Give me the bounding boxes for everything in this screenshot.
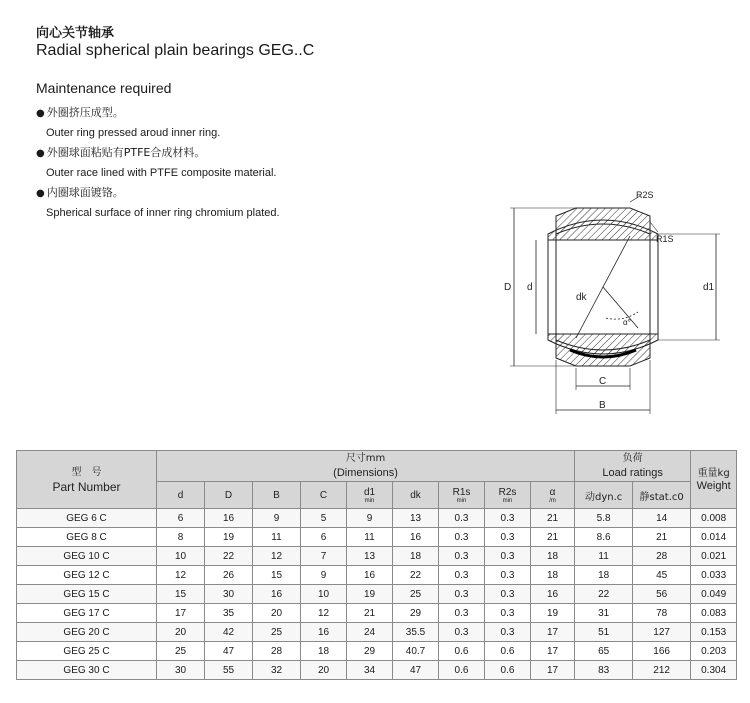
page-title: Radial spherical plain bearings GEG..C (36, 42, 315, 59)
table-cell: 24 (347, 623, 393, 642)
table-cell: 20 (253, 604, 301, 623)
part-number-cell: GEG 8 C (17, 528, 157, 547)
table-cell: 17 (531, 642, 575, 661)
table-cell: 34 (347, 661, 393, 680)
table-cell: 35 (205, 604, 253, 623)
table-cell: 0.083 (691, 604, 737, 623)
angle-line-2 (603, 287, 638, 328)
table-cell: 42 (205, 623, 253, 642)
load-ratings-header (575, 451, 691, 482)
column-header-sub: min (502, 497, 513, 504)
table-cell: 20 (301, 661, 347, 680)
table-cell: 16 (205, 509, 253, 528)
table-cell: 11 (347, 528, 393, 547)
part-number-cell: GEG 30 C (17, 661, 157, 680)
bullet-icon: ● (36, 148, 45, 159)
table-cell: 0.6 (485, 642, 531, 661)
label-D: D (504, 282, 512, 293)
table-cell: 166 (633, 642, 691, 661)
table-cell: 35.5 (393, 623, 439, 642)
table-cell: 16 (347, 566, 393, 585)
table-cell: 30 (157, 661, 205, 680)
table-cell: 12 (301, 604, 347, 623)
page-title-cn: 向心关节轴承 (36, 26, 115, 41)
column-header (301, 482, 347, 509)
table-cell: 0.6 (485, 661, 531, 680)
table-cell: 16 (531, 585, 575, 604)
table-cell: 65 (575, 642, 633, 661)
table-cell: 55 (205, 661, 253, 680)
table-cell: 0.3 (485, 604, 531, 623)
table-cell: 7 (301, 547, 347, 566)
table-cell: 0.6 (439, 661, 485, 680)
table-cell: 51 (575, 623, 633, 642)
table-cell: 11 (253, 528, 301, 547)
label-alpha: α° (623, 318, 631, 327)
load-ratings-header-en: Load ratings (602, 467, 663, 479)
table-cell: 17 (531, 661, 575, 680)
table-cell: 0.153 (691, 623, 737, 642)
table-cell: 0.3 (439, 528, 485, 547)
note-cn-1 (36, 103, 456, 123)
note-en-2: Outer race lined with PTFE composite material. (46, 167, 277, 179)
table-cell: 14 (633, 509, 691, 528)
table-cell: 9 (347, 509, 393, 528)
column-header (633, 482, 691, 509)
part-number-header-en: Part Number (52, 479, 121, 494)
weight-header (691, 451, 737, 509)
column-header-label: d (177, 489, 184, 501)
maintenance-label: Maintenance required (36, 80, 172, 96)
table-cell: 21 (531, 528, 575, 547)
label-dk: dk (576, 292, 587, 303)
table-cell: 15 (157, 585, 205, 604)
column-header (485, 482, 531, 509)
column-header-label: C (319, 489, 328, 501)
table-cell: 21 (531, 509, 575, 528)
table-cell: 127 (633, 623, 691, 642)
table-cell: 0.008 (691, 509, 737, 528)
table-row (17, 661, 737, 680)
table-cell: 47 (393, 661, 439, 680)
table-cell: 0.3 (485, 547, 531, 566)
table-cell: 6 (157, 509, 205, 528)
table-cell: 17 (157, 604, 205, 623)
table-cell: 0.3 (485, 528, 531, 547)
table-cell: 17 (531, 623, 575, 642)
table-cell: 28 (253, 642, 301, 661)
table-cell: 0.3 (439, 604, 485, 623)
table-cell: 12 (157, 566, 205, 585)
table-cell: 47 (205, 642, 253, 661)
table-cell: 16 (393, 528, 439, 547)
table-cell: 9 (301, 566, 347, 585)
label-C: C (599, 376, 607, 387)
table-cell: 22 (205, 547, 253, 566)
table-cell: 15 (253, 566, 301, 585)
bullet-icon: ● (36, 188, 45, 199)
table-cell: 19 (205, 528, 253, 547)
table-cell: 0.014 (691, 528, 737, 547)
table-cell: 0.033 (691, 566, 737, 585)
table-row (17, 585, 737, 604)
table-cell: 29 (347, 642, 393, 661)
table-cell: 16 (253, 585, 301, 604)
column-header-sub: /m (549, 497, 556, 504)
table-cell: 19 (531, 604, 575, 623)
column-header (253, 482, 301, 509)
table-cell: 9 (253, 509, 301, 528)
column-header-label: D (224, 489, 233, 501)
table-cell: 28 (633, 547, 691, 566)
table-cell: 18 (393, 547, 439, 566)
table-cell: 0.049 (691, 585, 737, 604)
table-cell: 78 (633, 604, 691, 623)
table-cell: 56 (633, 585, 691, 604)
column-header-sub: min (364, 497, 375, 504)
column-header-label: dk (410, 489, 421, 501)
table-cell: 13 (393, 509, 439, 528)
table-cell: 10 (157, 547, 205, 566)
table-cell: 8 (157, 528, 205, 547)
part-number-cell: GEG 25 C (17, 642, 157, 661)
weight-header-en: Weight (696, 479, 731, 492)
weight-header-cn: 重量kg (697, 467, 730, 479)
note-cn-text: 外圈球面粘贴有PTFE合成材料。 (46, 146, 206, 159)
label-d: d (527, 282, 533, 293)
note-cn-text: 外圈挤压成型。 (46, 106, 124, 119)
load-ratings-header-cn: 负荷 (622, 453, 643, 464)
table-cell: 19 (347, 585, 393, 604)
part-number-header (17, 451, 157, 509)
label-R2s: R2S (636, 190, 654, 200)
part-number-cell: GEG 10 C (17, 547, 157, 566)
column-header-label: d1 (363, 486, 376, 498)
table-cell: 0.3 (485, 566, 531, 585)
column-header (439, 482, 485, 509)
table-cell: 0.6 (439, 642, 485, 661)
table-cell: 0.3 (485, 585, 531, 604)
table-cell: 30 (205, 585, 253, 604)
table-row (17, 604, 737, 623)
column-header (157, 482, 205, 509)
table-cell: 18 (301, 642, 347, 661)
part-number-header-cn: 型 号 (71, 466, 102, 478)
table-cell: 16 (301, 623, 347, 642)
label-d1: d1 (703, 282, 715, 293)
table-cell: 0.3 (439, 585, 485, 604)
part-number-cell: GEG 17 C (17, 604, 157, 623)
column-header-label: R1s (452, 486, 471, 498)
note-cn-text: 内圈球面镀铬。 (46, 186, 124, 199)
table-cell: 25 (253, 623, 301, 642)
table-cell: 0.3 (439, 566, 485, 585)
table-cell: 18 (575, 566, 633, 585)
table-cell: 5.8 (575, 509, 633, 528)
angle-arc (606, 312, 638, 319)
table-cell: 31 (575, 604, 633, 623)
table-cell: 21 (347, 604, 393, 623)
bearing-diagram (498, 188, 728, 422)
table-cell: 45 (633, 566, 691, 585)
spec-table (16, 450, 737, 680)
table-cell: 18 (531, 566, 575, 585)
table-cell: 25 (157, 642, 205, 661)
column-header (531, 482, 575, 509)
table-cell: 22 (393, 566, 439, 585)
table-cell: 40.7 (393, 642, 439, 661)
table-cell: 0.021 (691, 547, 737, 566)
table-cell: 29 (393, 604, 439, 623)
table-cell: 21 (633, 528, 691, 547)
table-row (17, 509, 737, 528)
table-cell: 0.3 (485, 509, 531, 528)
table-cell: 11 (575, 547, 633, 566)
column-header-sub: min (456, 497, 467, 504)
table-cell: 12 (253, 547, 301, 566)
column-header (347, 482, 393, 509)
table-cell: 26 (205, 566, 253, 585)
note-cn-3 (36, 183, 456, 203)
table-cell: 5 (301, 509, 347, 528)
table-cell: 83 (575, 661, 633, 680)
note-cn-2 (36, 143, 456, 163)
dimensions-header-en: (Dimensions) (333, 467, 398, 479)
table-cell: 18 (531, 547, 575, 566)
column-header-label: 动dyn.c (584, 491, 623, 503)
column-header-label: R2s (498, 486, 517, 498)
part-number-cell: GEG 20 C (17, 623, 157, 642)
table-cell: 0.203 (691, 642, 737, 661)
feature-notes (36, 103, 456, 223)
column-header-label: B (273, 489, 280, 501)
column-header-label: 静stat.c0 (639, 491, 684, 503)
table-row (17, 547, 737, 566)
table-cell: 20 (157, 623, 205, 642)
label-R1s: R1S (656, 234, 674, 244)
table-cell: 8.6 (575, 528, 633, 547)
note-en-1: Outer ring pressed aroud inner ring. (46, 127, 221, 139)
column-header (575, 482, 633, 509)
table-cell: 0.3 (439, 547, 485, 566)
table-cell: 25 (393, 585, 439, 604)
table-row (17, 642, 737, 661)
column-header (393, 482, 439, 509)
part-number-cell: GEG 12 C (17, 566, 157, 585)
part-number-cell: GEG 6 C (17, 509, 157, 528)
bullet-icon: ● (36, 108, 45, 119)
table-row (17, 528, 737, 547)
table-cell: 0.3 (439, 509, 485, 528)
spec-table-body (17, 509, 737, 680)
table-cell: 0.3 (485, 623, 531, 642)
column-header (205, 482, 253, 509)
table-cell: 32 (253, 661, 301, 680)
table-cell: 13 (347, 547, 393, 566)
table-cell: 0.3 (439, 623, 485, 642)
table-row (17, 566, 737, 585)
column-header-label: α (549, 486, 556, 498)
table-row (17, 623, 737, 642)
part-number-cell: GEG 15 C (17, 585, 157, 604)
dimensions-header-cn: 尺寸mm (345, 453, 386, 464)
table-cell: 22 (575, 585, 633, 604)
table-cell: 10 (301, 585, 347, 604)
table-cell: 0.304 (691, 661, 737, 680)
label-B: B (599, 400, 606, 411)
table-cell: 212 (633, 661, 691, 680)
table-cell: 6 (301, 528, 347, 547)
dimensions-header (157, 451, 575, 482)
note-en-3: Spherical surface of inner ring chromium plated. (46, 207, 280, 219)
